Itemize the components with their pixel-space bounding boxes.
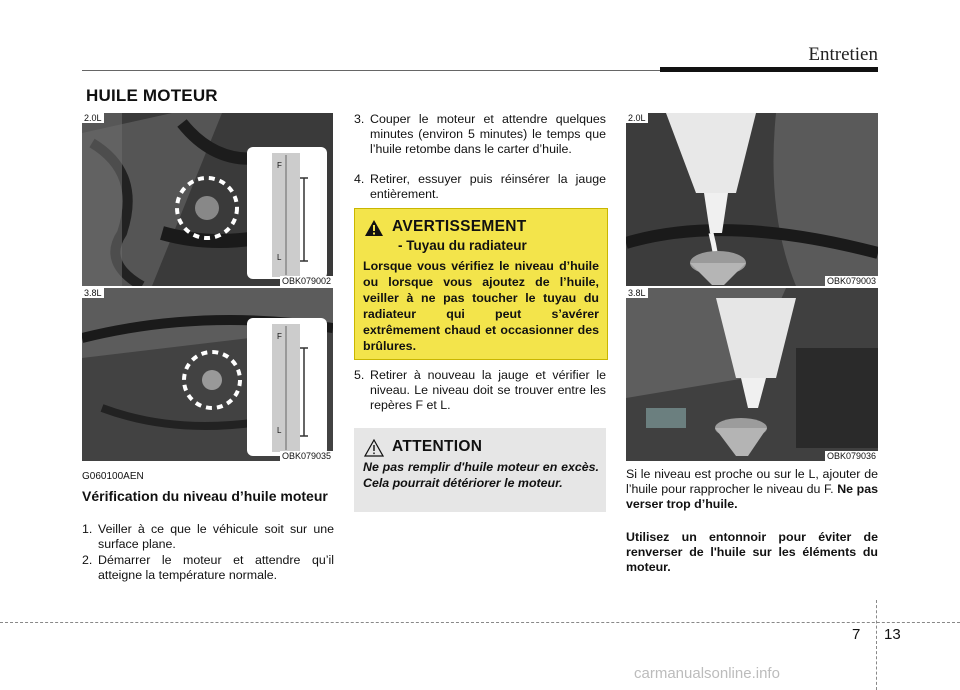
chapter-number: 7 — [852, 626, 861, 643]
figure-code: OBK079035 — [281, 451, 331, 461]
engine-label: 2.0L — [628, 113, 646, 123]
step-number: 4. — [354, 172, 365, 186]
step-number: 3. — [354, 112, 365, 126]
dipstick-mark-f: F — [277, 161, 282, 170]
footer-divider — [876, 600, 877, 690]
attention-text: Ne pas remplir d'huile moteur en excès. Cela pourrait détériorer le moteur. — [363, 460, 599, 490]
subsection-title: Vérification du niveau d’huile moteur — [82, 488, 328, 504]
warning-text: Lorsque vous vérifiez le niveau d’huile ou lorsque vous ajoutez de l’huile, veiller à ne pas toucher le tuyau du radiateur qui peut s’avérer extrêmement chaud et occasionner des brûlures. — [363, 259, 599, 353]
reference-code: G060100AEN — [82, 471, 144, 482]
step-3 — [354, 112, 606, 157]
step-number: 2. — [82, 553, 93, 567]
engine-label: 3.8L — [628, 288, 646, 298]
engine-photo-funnel-3-8l — [626, 288, 878, 461]
step-number: 1. — [82, 522, 93, 536]
watermark: carmanualsonline.info — [634, 665, 780, 682]
engine-photo-dipstick-3-8l — [82, 288, 333, 461]
oil-level-warning: Ne pas verser trop d’huile. — [626, 482, 878, 511]
step-4 — [354, 172, 606, 202]
step-1 — [82, 522, 334, 552]
step-text: Couper le moteur et attendre quelques minutes (environ 5 minutes) le temps que l’huile retombe dans le carter d’huile. — [370, 112, 606, 156]
step-text: Démarrer le moteur et attendre qu’il atteigne la température normale. — [98, 553, 334, 582]
figure-code: OBK079003 — [826, 276, 876, 286]
warning-triangle-icon — [364, 219, 384, 237]
step-2 — [82, 553, 334, 583]
warning-subtitle: - Tuyau du radiateur — [398, 238, 527, 253]
page-number: 13 — [884, 626, 901, 643]
footer-rule — [0, 622, 960, 623]
caution-triangle-icon — [364, 439, 384, 457]
step-number: 5. — [354, 368, 365, 382]
step-text: Veiller à ce que le véhicule soit sur une surface plane. — [98, 522, 334, 551]
header-rule-thick — [660, 67, 878, 72]
step-text: Retirer à nouveau la jauge et vérifier le niveau. Le niveau doit se trouver entre les repères F et L. — [370, 368, 606, 412]
warning-title: AVERTISSEMENT — [392, 218, 527, 235]
header-rule — [82, 70, 660, 71]
oil-level-text: Si le niveau est proche ou sur le L, ajouter de l’huile pour rapprocher le niveau du F. — [626, 467, 878, 496]
engine-photo-funnel-2l — [626, 113, 878, 286]
engine-photo-dipstick-2l — [82, 113, 333, 286]
figure-code: OBK079036 — [826, 451, 876, 461]
oil-level-paragraph — [626, 467, 878, 512]
step-text: Retirer, essuyer puis réinsérer la jauge entièrement. — [370, 172, 606, 201]
funnel-paragraph: Utilisez un entonnoir pour éviter de renverser de l'huile sur les éléments du moteur. — [626, 530, 878, 574]
section-title: HUILE MOTEUR — [86, 86, 218, 105]
chapter-title: Entretien — [808, 44, 878, 65]
figure-code: OBK079002 — [281, 276, 331, 286]
dipstick-mark-l: L — [277, 426, 282, 435]
attention-title: ATTENTION — [392, 438, 483, 455]
dipstick-mark-l: L — [277, 253, 282, 262]
engine-label: 2.0L — [84, 113, 102, 123]
dipstick-mark-f: F — [277, 332, 282, 341]
step-5 — [354, 368, 606, 413]
engine-label: 3.8L — [84, 288, 102, 298]
